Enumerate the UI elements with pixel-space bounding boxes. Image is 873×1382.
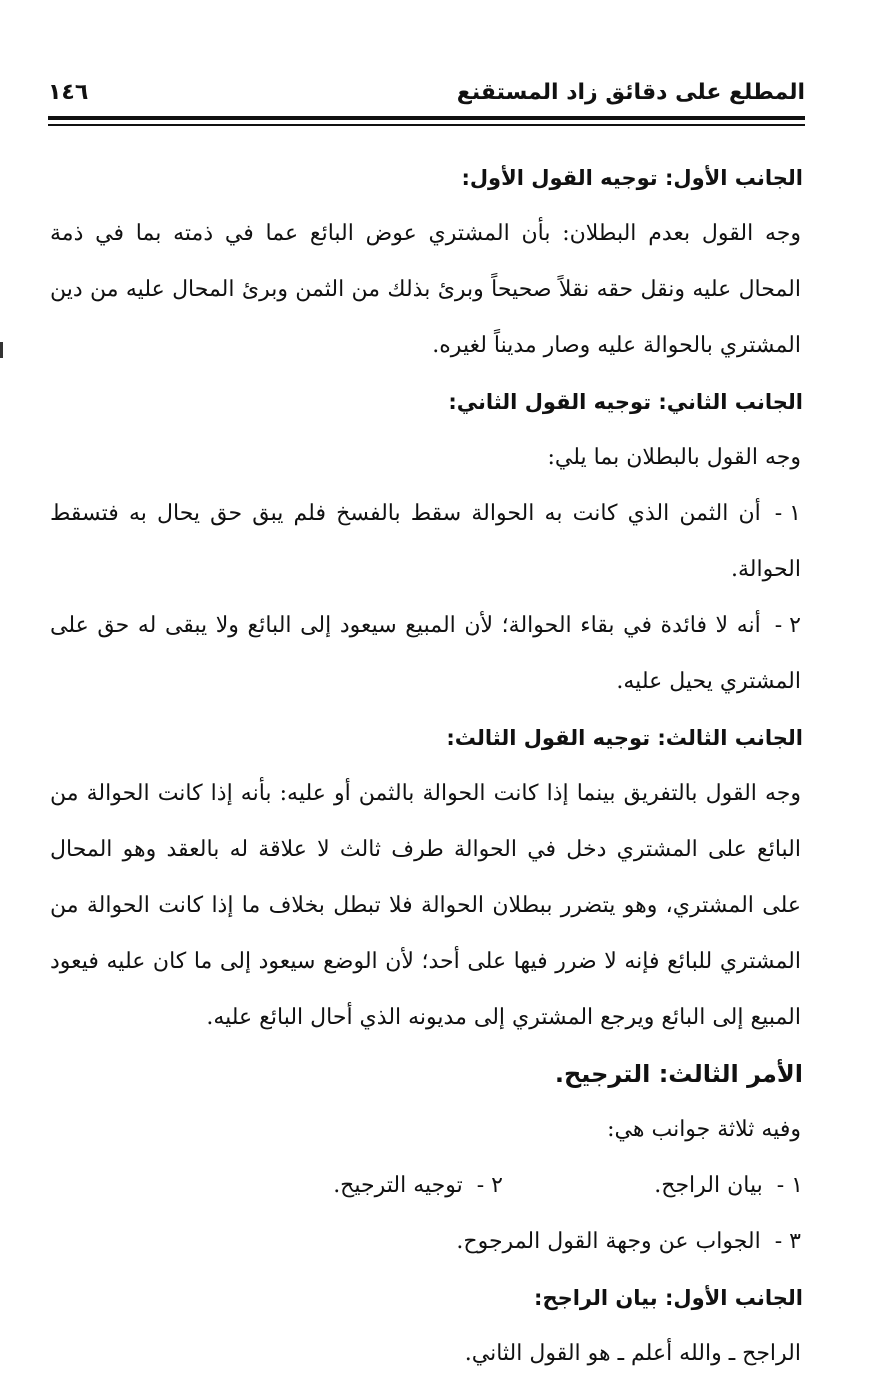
list-item	[293, 1158, 503, 1214]
paragraph: وجه القول بالتفريق بينما إذا كانت الحوالة بالثمن أو عليه: بأنه إذا كانت الحوالة من البائع على المشتري دخل في الحوالة طرف ثالث لا علاقة له بالعقد وهو المحال على المشتري، وهو يتضرر ببطلان الحوالة فلا تبطل بخلاف ما إذا كانت الحوالة من المشتري للبائع فإنه لا ضرر فيها على أحد؛ لأن الوضع سيعود إلى ما كان عليه فيعود المبيع إلى البائع ويرجع المشتري إلى مديونه الذي أحال البائع عليه.	[50, 781, 801, 1030]
list-number: ١ -	[774, 501, 801, 526]
list-number: ٢ -	[476, 1173, 503, 1198]
paragraph: وفيه ثلاثة جوانب هي:	[607, 1117, 801, 1142]
section-heading: الجانب الأول: بيان الراجح:	[534, 1286, 803, 1310]
list-row	[50, 1158, 803, 1214]
paragraph: وجه القول بعدم البطلان: بأن المشتري عوض البائع عما في ذمته بما في ذمة المحال عليه ونقل حقه نقلاً صحيحاً وبرئ بذلك من الثمن وبرئ المحال عليه من دين المشتري بالحوالة عليه وصار مديناً لغيره.	[50, 221, 801, 358]
page-body	[50, 150, 803, 1382]
paragraph: وجه القول بالبطلان بما يلي:	[547, 445, 801, 470]
list-text: الجواب عن وجهة القول المرجوح.	[456, 1229, 761, 1254]
margin-mark	[0, 342, 3, 358]
list-text: بيان الراجح.	[654, 1173, 763, 1198]
list-item	[50, 598, 803, 710]
paragraph: الراجح ـ والله أعلم ـ هو القول الثاني.	[464, 1341, 801, 1366]
list-item	[50, 486, 803, 598]
header-rule-thick	[48, 116, 805, 120]
running-header	[48, 78, 805, 114]
section-heading: الجانب الثالث: توجيه القول الثالث:	[446, 726, 803, 750]
list-text: أن الثمن الذي كانت به الحوالة سقط بالفسخ فلم يبق حق يحال به فتسقط الحوالة.	[50, 501, 801, 582]
header-rule-thin	[48, 124, 805, 126]
book-title: المطلع على دقائق زاد المستقنع	[456, 80, 805, 105]
page-number: ١٤٦	[48, 80, 89, 105]
list-text: أنه لا فائدة في بقاء الحوالة؛ لأن المبيع سيعود إلى البائع ولا يبقى له حق على المشتري يحيل عليه.	[50, 613, 801, 694]
section-heading: الجانب الثاني: توجيه القول الثاني:	[448, 390, 803, 414]
chapter-heading: الأمر الثالث: الترجيح.	[554, 1060, 803, 1088]
list-item	[503, 1158, 803, 1214]
list-item	[50, 1214, 803, 1270]
section-heading: الجانب الأول: توجيه القول الأول:	[461, 166, 803, 190]
list-number: ١ -	[776, 1173, 803, 1198]
list-number: ٢ -	[774, 613, 801, 638]
list-number: ٣ -	[774, 1229, 801, 1254]
list-text: توجيه الترجيح.	[333, 1173, 463, 1198]
